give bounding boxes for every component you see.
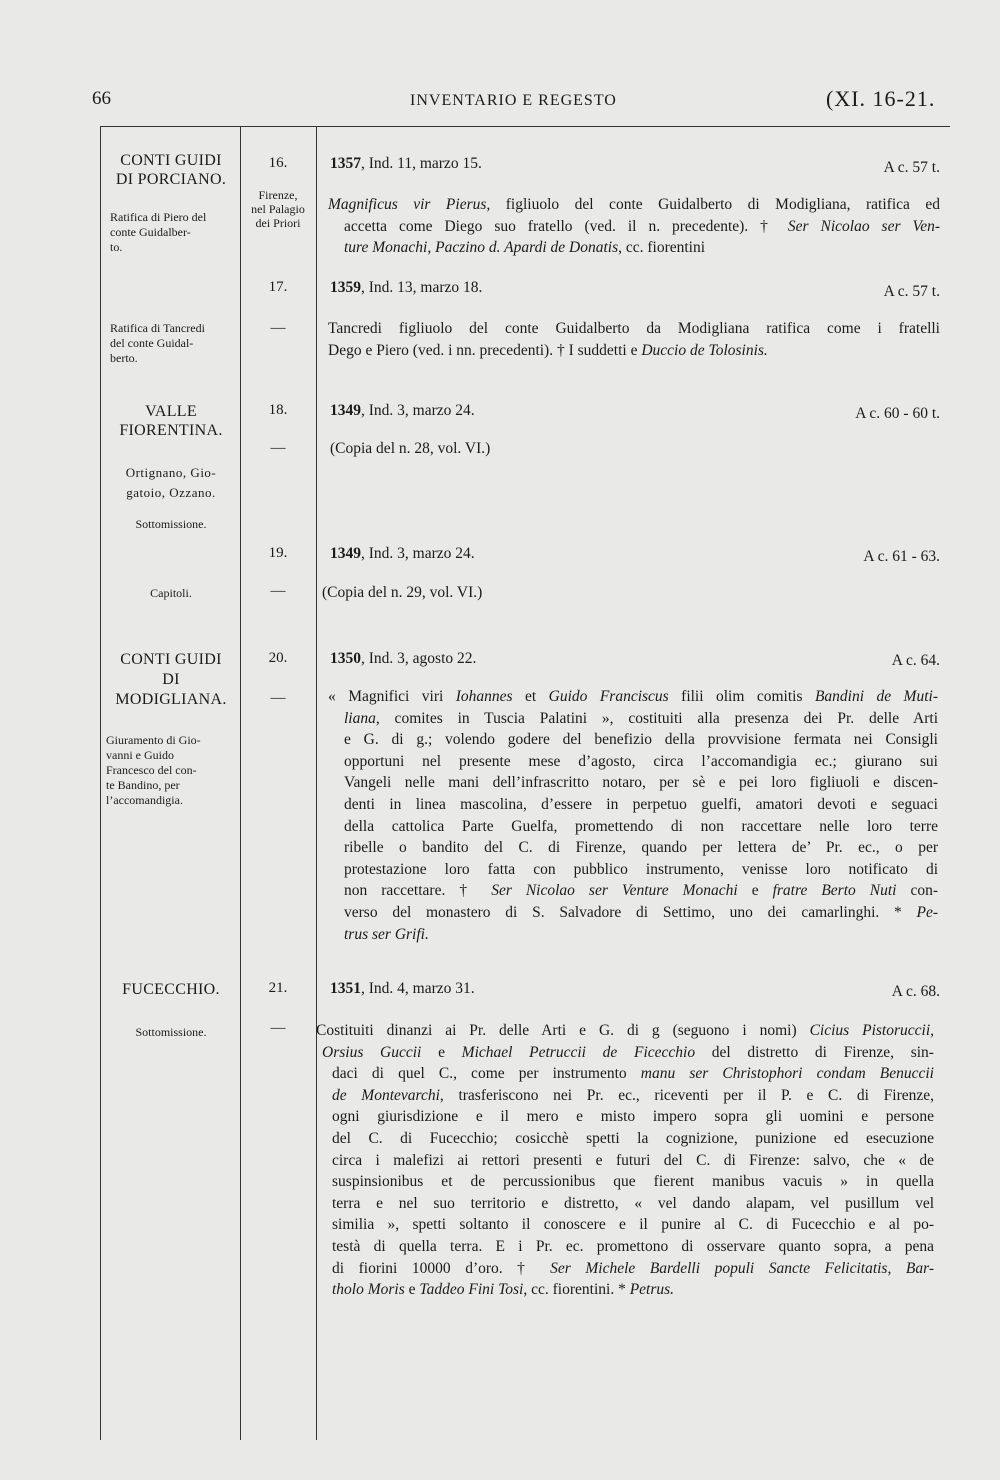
place-line: gatoio, Ozzano. <box>126 485 216 500</box>
text-line <box>316 1279 934 1301</box>
entry-reference-20: A c. 64. <box>891 652 940 669</box>
entry-year: 1357 <box>330 155 361 172</box>
entry-date-21 <box>330 980 475 998</box>
text-line <box>328 237 940 259</box>
entry-text-18: (Copia del n. 28, vol. VI.) <box>330 440 491 457</box>
text-line <box>328 340 940 362</box>
italic-run: fratre Berto Nuti <box>772 882 897 900</box>
place-line: Ortignano, Gio- <box>125 465 217 480</box>
italic-run: Ser Nicolao ser Venture Monachi <box>491 882 738 900</box>
marginal-subject-19: Capitoli. <box>150 586 192 600</box>
entry-place-18: — <box>270 440 286 456</box>
italic-run: Petrus. <box>629 1281 675 1299</box>
date-text: , Ind. 3, agosto 22. <box>361 650 477 667</box>
section-heading-line: FIORENTINA. <box>119 422 223 439</box>
marginal-line: to. <box>110 240 123 254</box>
text-run: , cc. fiorentini. * <box>523 1281 630 1299</box>
text-run: filii olim comitis <box>668 688 815 705</box>
italic-run: Duccio de Tolosinis. <box>641 341 768 359</box>
text-run: e <box>404 1281 420 1299</box>
text-run: accetta come Diego suo fratello (ved. il n. precedente). † <box>344 217 788 235</box>
marginal-subject-17 <box>110 321 234 366</box>
italic-run: Iohannes <box>455 688 513 705</box>
text-line: opportuni nel presente mese d’agosto, circa l’accomandigia ec.; giurano sui <box>344 752 938 770</box>
marginal-line: te Bandino, per <box>106 778 180 792</box>
entry-year: 1359 <box>330 279 361 296</box>
text-run: con- <box>896 882 938 900</box>
text-run: , cc. fiorentini <box>618 239 706 257</box>
text-run: , comites in Tuscia Palatini », costituiti alla presenza dei Pr. delle Arti <box>375 709 938 727</box>
text-line: protestazione loro fatta con pubblico instrumento, venisse loro notificato di <box>344 860 938 878</box>
text-line <box>328 902 938 924</box>
text-line <box>328 194 940 216</box>
marginal-line: del conte Guidal- <box>110 336 194 350</box>
marginal-subject-21: Sottomissione. <box>135 1025 207 1039</box>
section-heading-line: MODIGLIANA. <box>115 691 227 708</box>
entry-number-18: 18. <box>268 402 288 418</box>
entry-text-16 <box>328 194 940 259</box>
text-line: suspinsionibus et de percussionibus que fierent manibus vacuis » in quella <box>332 1173 934 1191</box>
column-rule-left <box>100 126 101 1440</box>
text-line <box>328 880 938 902</box>
marginal-line: berto. <box>110 351 138 365</box>
date-text: , Ind. 3, marzo 24. <box>361 545 475 562</box>
entry-place-21: — <box>270 1020 286 1036</box>
text-line: denti in linea mascolina, d’essere in perpetuo guelfi, amatori devoti e seguaci <box>344 795 938 813</box>
entry-reference-19: A c. 61 - 63. <box>863 548 940 565</box>
text-run: di fiorini 10000 d’oro. † <box>332 1259 551 1277</box>
date-text: , Ind. 3, marzo 24. <box>361 402 475 419</box>
marginal-line: Giuramento di Gio- <box>106 733 201 747</box>
text-line <box>316 1063 934 1085</box>
entry-reference-16: A c. 57 t. <box>883 159 940 176</box>
italic-run: Bandini de Muti- <box>814 688 938 705</box>
entry-year: 1350 <box>330 650 361 667</box>
text-run: e <box>421 1043 462 1061</box>
text-run: Costituiti dinanzi ai Pr. delle Arti e G. di g (seguono i nomi) <box>316 1022 810 1039</box>
italic-run: Guido Franciscus <box>548 688 669 705</box>
entry-date-19 <box>330 545 475 563</box>
text-line <box>316 1258 934 1280</box>
italic-run: manu ser Christophori condam Benuccii <box>640 1065 934 1083</box>
entry-text-17 <box>328 318 940 361</box>
italic-run: Taddeo Fini Tosi <box>419 1281 524 1299</box>
entry-number-16: 16. <box>268 155 288 171</box>
text-line <box>328 686 938 708</box>
date-text: , Ind. 11, marzo 15. <box>361 155 482 172</box>
section-heading-fucecchio: FUCECCHIO. <box>122 981 220 998</box>
entry-year: 1351 <box>330 980 361 997</box>
text-line <box>328 216 940 238</box>
italic-run: Orsius Guccii <box>322 1043 422 1061</box>
italic-run: trus ser Grifi. <box>344 925 429 943</box>
italic-run: ture Monachi, Paczino d. Apardi de Donatis <box>344 239 619 257</box>
place-line: dei Priori <box>255 216 301 230</box>
text-run: verso del monastero di S. Salvadore di Settimo, uno dei camarlinghi. * <box>344 903 917 921</box>
text-line <box>328 924 938 946</box>
section-heading-line: VALLE <box>145 403 197 420</box>
entry-reference-18: A c. 60 - 60 t. <box>855 405 940 422</box>
entry-range: (XI. 16-21. <box>826 86 936 111</box>
text-run: , trasferiscono nei Pr. ec., riceventi per il P. e C. di Firenze, <box>439 1086 935 1104</box>
marginal-line: conte Guidalber- <box>110 225 191 239</box>
italic-run: Michael Petruccii de Ficecchio <box>461 1043 696 1061</box>
text-line: Vangeli nelle mani dell’infrascritto notaro, per sè e pei loro figliuoli e discen- <box>344 774 938 792</box>
entry-date-17 <box>330 279 482 297</box>
text-run: « Magnifici viri <box>328 688 456 705</box>
date-text: , Ind. 13, marzo 18. <box>361 279 483 296</box>
entry-date-18 <box>330 402 475 420</box>
text-line: della cattolica Parte Guelfa, promettendo di non raccettare nelle loro terre <box>344 817 938 835</box>
place-names <box>102 463 240 503</box>
text-run: non raccettare. † <box>344 882 492 900</box>
italic-run: liana <box>344 709 376 727</box>
text-line: ogni giurisdizione e il mero e misto impero sopra gli uomini e persone <box>332 1108 934 1126</box>
text-run: daci di quel C., come per instrumento <box>332 1065 641 1083</box>
entry-number-17: 17. <box>268 279 288 295</box>
entry-number-21: 21. <box>268 980 288 996</box>
text-run: et <box>512 688 549 705</box>
marginal-subject-20 <box>106 733 234 808</box>
text-line: terra e nel suo territorio e distretto, « vel dando alapam, vel pusillum vel <box>332 1194 934 1212</box>
text-line: testà di quella terra. E i Pr. ec. promettono di osservare quanto sopra, a pena <box>332 1237 934 1255</box>
section-heading-porciano <box>104 151 238 189</box>
italic-run: tholo Moris <box>332 1281 405 1299</box>
text-line: circa i malefizi ai rettori presenti e futuri del C. di Firenze: salvo, che « de <box>332 1151 934 1169</box>
section-heading-line: CONTI GUIDI <box>120 152 222 169</box>
entry-reference-21: A c. 68. <box>891 983 940 1000</box>
page-number: 66 <box>92 88 111 109</box>
marginal-line: l’accomandigia. <box>106 793 183 807</box>
text-line <box>316 1042 934 1064</box>
text-line: e G. di g.; volendo godere del benefizio della provvisione fermata nei Consigli <box>344 731 938 749</box>
marginal-line: Ratifica di Piero del <box>110 210 207 224</box>
section-heading-line: DI PORCIANO. <box>115 171 227 188</box>
italic-run: Pe- <box>916 903 938 921</box>
section-heading-modigliana <box>104 650 238 710</box>
italic-run: Ser Michele Bardelli populi Sancte Felicitatis, Bar- <box>550 1259 934 1277</box>
marginal-line: vanni e Guido <box>106 748 174 762</box>
entry-place-19: — <box>270 583 286 599</box>
entry-place-20: — <box>270 690 286 706</box>
text-line: similia », spetti soltanto il conoscere e il punire al C. di Fucecchio e al po- <box>332 1216 934 1234</box>
entry-date-20 <box>330 650 476 668</box>
place-line: nel Palagio <box>251 202 305 216</box>
marginal-line: Ratifica di Tancredi <box>110 321 205 335</box>
marginal-line: Francesco del con- <box>106 763 197 777</box>
entry-year: 1349 <box>330 402 361 419</box>
text-line <box>328 708 938 730</box>
section-heading-line: DI <box>162 671 180 688</box>
marginal-subject-16 <box>110 210 234 255</box>
entry-number-19: 19. <box>268 545 288 561</box>
text-line: ribelle o bandito del C. di Firenze, quando per lettera de’ Pr. ec., o per <box>344 839 938 857</box>
text-run: Dego e Piero (ved. i nn. precedenti). † I suddetti e <box>328 341 642 359</box>
text-line: del C. di Fucecchio; cosicchè spetti la cognizione, punizione ed esecuzione <box>332 1129 934 1147</box>
italic-run: de Montevarchi <box>332 1086 440 1104</box>
italic-run: Ser Nicolao ser Ven- <box>787 217 940 235</box>
text-run: figliuolo del conte Guidalberto di Modigliana, ratifica ed <box>490 196 940 213</box>
text-run: del distretto di Firenze, sin- <box>695 1043 934 1061</box>
entry-reference-17: A c. 57 t. <box>883 283 940 300</box>
entry-text-19: (Copia del n. 29, vol. VI.) <box>322 584 483 601</box>
entry-text-20 <box>328 686 938 945</box>
entry-place-17: — <box>270 320 286 336</box>
marginal-subject-18: Sottomissione. <box>135 517 207 531</box>
section-heading-valle-fiorentina <box>104 402 238 440</box>
italic-run: Cicius Pistoruccii, <box>809 1022 934 1039</box>
entry-text-21 <box>316 1020 934 1301</box>
entry-year: 1349 <box>330 545 361 562</box>
text-line: Tancredi figliuolo del conte Guidalberto da Modigliana ratifica come i fratelli <box>328 320 940 337</box>
entry-place-16 <box>241 188 315 230</box>
date-text: , Ind. 4, marzo 31. <box>361 980 475 997</box>
place-line: Firenze, <box>258 188 298 202</box>
text-line <box>316 1085 934 1107</box>
italic-run: Magnificus vir Pierus, <box>328 196 491 213</box>
text-line <box>316 1020 934 1042</box>
entry-date-16 <box>330 155 482 173</box>
header-rule <box>100 126 950 127</box>
text-run: e <box>737 882 773 900</box>
entry-number-20: 20. <box>268 650 288 666</box>
section-heading-line: CONTI GUIDI <box>120 651 222 668</box>
running-title: INVENTARIO E REGESTO <box>410 92 617 109</box>
